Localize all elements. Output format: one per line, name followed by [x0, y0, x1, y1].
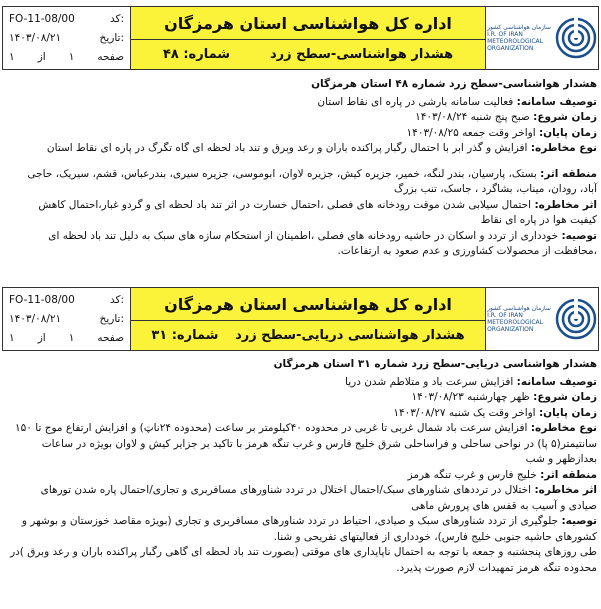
start-value: صبح پنج شنبه ۱۴۰۳/۰۸/۲۴ — [415, 111, 530, 123]
logo-text: سازمان هواشناسی کشور I.R. OF IRAN METEOROLOGICAL ORGANIZATION — [487, 24, 551, 52]
region-label: منطقه اثر: — [540, 468, 597, 481]
document-meta — [3, 7, 131, 69]
warning-type: هشدار هواشناسی-سطح زرد — [269, 47, 454, 62]
organization-logo — [485, 7, 598, 69]
hazard-kind-label: نوع مخاطره: — [530, 422, 597, 434]
document-meta — [3, 288, 131, 350]
desc-label: توصیف سامانه: — [516, 375, 597, 388]
code-value: FO-11-08/00 — [9, 293, 75, 306]
region-value: بستک، پارسیان، بندر لنگه، خمیر، جزیره کیش، جزیره لاوان، ابوموسی، جزیره سیری، بندرعباس، قشم، سیریک، حاجی آباد، رودان، میناب، بشاگرد ، جاسک، تنب بزرگ — [27, 167, 597, 195]
advice-value: جلوگیری از تردد شناورهای سبک و صیادی، احتیاط در تردد شناورهای مسافربری و تجاری (بویژه مقاصد خوزستان و بوشهر و کشورهای حاشیه جنوبی خلیج فارس)، خودداری از فعالیتهای تفریحی و شنا. — [21, 515, 597, 543]
page-total: ۱ — [9, 332, 15, 345]
header-title-block — [131, 288, 485, 350]
hazard-kind-value: افزایش و گذر ابر با احتمال رگبار پراکنده باران و رعد وبرق و تند باد لحظه ای گاه تگرگ در پاره ای نقاط استان — [46, 142, 528, 154]
warning-body-1 — [0, 77, 601, 260]
date-value: ۱۴۰۳/۰۸/۲۱ — [9, 312, 62, 325]
effect-value: اختلال در ترددهای شناورهای سبک/احتمال اختلال در تردد شناورهای مسافربری و تجاری/احتمال پاره شدن تورهای صیادی و آسیب به قفس های پرورش ماهی — [40, 484, 597, 512]
spiral-logo-icon — [555, 17, 597, 59]
warning-body-2 — [0, 357, 601, 576]
page-label: صفحه — [97, 332, 124, 345]
effect-label: اثر مخاطره: — [534, 484, 597, 496]
page-total: ۱ — [9, 51, 15, 64]
header-title-block — [131, 7, 485, 69]
code-label: کد: — [109, 293, 124, 306]
warning-title: هشدار هواشناسی-سطح زرد شماره ۴۸ استان هرمزگان — [311, 78, 597, 90]
code-label: کد: — [109, 12, 124, 25]
page-number: ۱ — [68, 332, 75, 345]
date-label: تاریخ: — [99, 31, 124, 44]
organization-title: اداره کل هواشناسی استان هرمزگان — [131, 288, 485, 321]
code-value: FO-11-08/00 — [9, 12, 75, 25]
end-label: زمان پایان: — [538, 406, 597, 419]
effect-label: اثر مخاطره: — [534, 198, 597, 211]
desc-label: توصیف سامانه: — [516, 95, 597, 108]
warning-header-1 — [2, 6, 599, 70]
advice-label: توصیه: — [561, 515, 597, 527]
effect-value: احتمال سیلابی شدن موقت رودخانه های فصلی ،احتمال خسارت در اثر تند باد لحظه ای و گردو غبار،احتمال کاهش کیفیت هوا در پاره ای نقاط — [38, 198, 597, 226]
advice-value: خودداری از تردد و اسکان در حاشیه رودخانه های فصلی ،اطمینان از استحکام سازه های سبک به دلیل تند باد لحظه ای ،محافظت از محصولات کشاورزی و عدم صعود به ارتفاعات. — [48, 229, 597, 257]
organization-logo — [485, 288, 598, 350]
date-label: تاریخ: — [99, 312, 124, 325]
date-value: ۱۴۰۳/۰۸/۲۱ — [9, 31, 62, 44]
region-label: منطقه اثر: — [540, 167, 597, 180]
hazard-kind-label: نوع مخاطره: — [530, 142, 597, 154]
warning-number: شماره: ۴۸ — [162, 47, 231, 62]
spiral-logo-icon — [555, 298, 597, 340]
start-value: ظهر چهارشنبه ۱۴۰۳/۰۸/۲۳ — [411, 391, 530, 403]
start-label: زمان شروع: — [533, 391, 597, 403]
page-label: صفحه — [97, 51, 124, 64]
page-number: ۱ — [68, 51, 75, 64]
advice-note: طی روزهای پنجشنبه و جمعه با توجه به احتمال ناپایداری های موقتی (بصورت تند باد لحظه ای گاهی رگبار پراکنده باران و رعد وبرق )در محدوده تنگه هرمز تمهیدات لازم صورت پذیرد. — [10, 546, 597, 574]
start-label: زمان شروع: — [533, 111, 597, 123]
logo-text: سازمان هواشناسی کشور I.R. OF IRAN METEOROLOGICAL ORGANIZATION — [487, 305, 551, 333]
warning-number: شماره: ۳۱ — [151, 328, 219, 343]
warning-type: هشدار هواشناسی دریایی-سطح زرد — [235, 328, 465, 343]
hazard-kind-value: افزایش سرعت باد شمال غربی تا غربی در محدوده ۴۰کیلومتر بر ساعت (محدوده ۲۴ناټ) و افزایش ارتفاع موج تا ۱۵۰ سانتیمتر(۵ پا) در نواحی ساحلی و فراساحلی شرق خلیج فارس و غرب تنگه هرمز با تاکید بر جزایر کیش و لاوان بویژه در ساعات بعدازظهر و شب — [15, 422, 597, 465]
organization-title: اداره کل هواشناسی استان هرمزگان — [131, 7, 485, 40]
page-of: از — [37, 51, 46, 64]
page-of: از — [37, 332, 46, 345]
end-value: اواخر وقت یک شنبه ۱۴۰۳/۰۸/۲۷ — [393, 406, 536, 419]
desc-value: فعالیت سامانه بارشی در پاره ای نقاط استان — [317, 95, 514, 108]
advice-label: توصیه: — [561, 229, 597, 242]
end-value: اواخر وقت جمعه ۱۴۰۳/۰۸/۲۵ — [406, 126, 536, 139]
warning-title: هشدار هواشناسی دریایی-سطح زرد شماره ۳۱ استان هرمزگان — [273, 358, 597, 370]
desc-value: افزایش سرعت باد و متلاطم شدن دریا — [345, 375, 514, 388]
warning-header-2 — [2, 287, 599, 351]
region-value: خلیج فارس و غرب تنگه هرمز — [407, 468, 537, 481]
end-label: زمان پایان: — [538, 126, 597, 139]
